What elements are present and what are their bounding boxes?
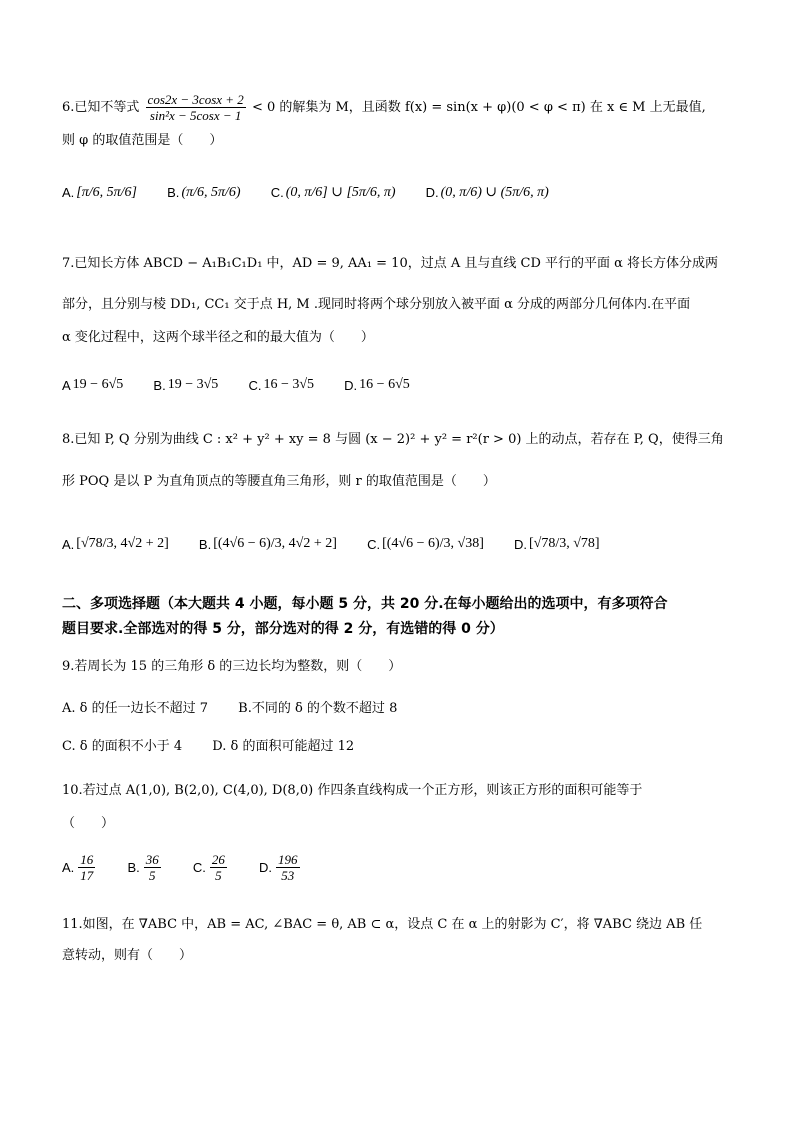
q7-option-c[interactable] xyxy=(248,377,314,393)
q10-line2: （ ） xyxy=(62,816,115,831)
option-label: A. xyxy=(62,536,75,552)
q9-line1: 9.若周长为 15 的三角形 δ 的三边长均为整数，则（ ） xyxy=(62,659,402,674)
option-fraction xyxy=(78,852,95,883)
option-label: D. xyxy=(425,185,439,200)
q9-option-d[interactable]: D. δ 的面积可能超过 12 xyxy=(212,739,355,754)
q6-condition: < 0 的解集为 M，且函数 f(x) = sin(x + φ)(0 < φ < π) 在 x ∈ M 上无最值, xyxy=(251,100,706,115)
q10-option-b[interactable] xyxy=(127,852,162,883)
q7-options xyxy=(62,377,436,394)
q8-options xyxy=(62,536,626,553)
option-text: [(4√6 − 6)/3, 4√2 + 2] xyxy=(213,536,337,551)
option-label: A. xyxy=(62,185,75,200)
fraction-denominator: 53 xyxy=(281,868,295,883)
option-label: C. xyxy=(367,536,381,552)
q7-line1: 7.已知长方体 ABCD − A₁B₁C₁D₁ 中，AD = 9, AA₁ = 10，过点 A 且与直线 CD 平行的平面 α 将长方体分成两 xyxy=(62,256,719,271)
q7-option-b[interactable] xyxy=(153,377,218,393)
option-label: D. xyxy=(344,377,358,393)
q7-line3: α 变化过程中，这两个球半径之和的最大值为（ ） xyxy=(62,330,374,345)
q6-inequality-fraction xyxy=(146,92,246,123)
option-label: A. xyxy=(62,860,75,875)
option-label: D. xyxy=(259,860,273,875)
option-text: [π/6, 5π/6] xyxy=(76,184,137,200)
q6-fraction-denominator: sin²x − 5cosx − 1 xyxy=(149,108,242,123)
option-text: 19 − 3√5 xyxy=(167,377,219,392)
option-fraction xyxy=(210,852,227,883)
option-label: B. xyxy=(127,860,140,875)
q11-line2: 意转动，则有（ ） xyxy=(62,948,193,963)
q10-option-c[interactable] xyxy=(193,852,229,883)
q10-option-d[interactable] xyxy=(259,852,302,883)
fraction-numerator: 16 xyxy=(80,852,94,867)
section-heading-line2: 题目要求.全部选对的得 5 分，部分选对的得 2 分，有选错的得 0 分） xyxy=(62,621,504,637)
option-fraction xyxy=(144,852,161,883)
q8-line2: 形 POQ 是以 P 为直角顶点的等腰直角三角形，则 r 的取值范围是（ ） xyxy=(62,474,496,489)
option-label: B. xyxy=(198,536,212,552)
option-text: 16 − 6√5 xyxy=(359,377,410,392)
q6-option-b[interactable] xyxy=(167,185,240,201)
option-label: C. xyxy=(192,860,206,875)
option-text: 16 − 3√5 xyxy=(263,377,315,392)
q6-option-a[interactable] xyxy=(62,185,137,201)
q9-option-b[interactable]: B.不同的 δ 的个数不超过 8 xyxy=(238,701,398,716)
fraction-numerator: 36 xyxy=(145,852,159,867)
q9-options-row1 xyxy=(62,697,423,716)
option-label: C. xyxy=(270,185,284,200)
q6-line2: 则 φ 的取值范围是（ ） xyxy=(62,133,223,148)
option-text: [(4√6 − 6)/3, √38] xyxy=(382,536,484,551)
q10-options xyxy=(62,852,328,883)
q6-fraction-numerator: cos2x − 3cosx + 2 xyxy=(147,92,244,107)
option-text: [√78/3, √78] xyxy=(529,536,600,551)
option-text: (π/6, 5π/6) xyxy=(181,184,241,200)
q7-option-a[interactable] xyxy=(62,377,123,393)
q9-options-row2 xyxy=(62,735,380,754)
q6-option-c[interactable] xyxy=(271,184,396,201)
q8-option-a[interactable] xyxy=(62,536,169,552)
q9-option-c[interactable]: C. δ 的面积不小于 4 xyxy=(62,739,183,754)
q8-option-d[interactable] xyxy=(514,536,600,552)
fraction-denominator: 5 xyxy=(215,868,222,883)
fraction-denominator: 5 xyxy=(148,868,156,883)
option-text: 19 − 6√5 xyxy=(72,377,124,392)
q8-line1: 8.已知 P, Q 分别为曲线 C : x² + y² + xy = 8 与圆 (x − 2)² + y² = r²(r > 0) 上的动点，若存在 P, Q，使得三角 xyxy=(62,432,724,447)
q6-options xyxy=(62,184,575,201)
option-label: D. xyxy=(514,536,528,552)
q10-line1: 10.若过点 A(1,0), B(2,0), C(4,0), D(8,0) 作四条直线构成一个正方形，则该正方形的面积可能等于 xyxy=(62,783,643,798)
fraction-numerator: 26 xyxy=(211,852,225,867)
q6-prefix: 6.已知不等式 xyxy=(62,100,140,115)
q6-option-d[interactable] xyxy=(426,184,549,201)
fraction-denominator: 17 xyxy=(80,868,94,883)
option-fraction xyxy=(276,852,300,883)
q6-line1 xyxy=(62,92,706,123)
q8-option-b[interactable] xyxy=(199,536,337,552)
q10-option-a[interactable] xyxy=(62,852,97,883)
option-label: B. xyxy=(153,377,166,393)
option-text: (0, π/6) ∪ (5π/6, π) xyxy=(440,185,549,200)
option-text: (0, π/6] ∪ [5π/6, π) xyxy=(285,185,396,200)
q7-line2: 部分，且分别与棱 DD₁, CC₁ 交于点 H, M .现同时将两个球分别放入被平面 α 分成的两部分几何体内.在平面 xyxy=(62,297,691,312)
q7-option-d[interactable] xyxy=(344,377,410,393)
section-heading: 二、多项选择题（本大题共 4 小题，每小题 5 分，共 20 分.在每小题给出的选项中，有多项符合 xyxy=(62,596,668,612)
q11-line1: 11.如图，在 ∇ABC 中，AB = AC, ∠BAC = θ, AB ⊂ α，设点 C 在 α 上的射影为 C′，将 ∇ABC 绕边 AB 任 xyxy=(62,917,703,932)
q8-option-c[interactable] xyxy=(367,536,484,552)
option-label: A xyxy=(62,377,71,393)
option-text: [√78/3, 4√2 + 2] xyxy=(76,536,169,551)
fraction-numerator: 196 xyxy=(278,852,298,867)
option-label: B. xyxy=(167,185,180,200)
q9-option-a[interactable]: A. δ 的任一边长不超过 7 xyxy=(62,701,209,716)
option-label: C. xyxy=(248,377,262,393)
